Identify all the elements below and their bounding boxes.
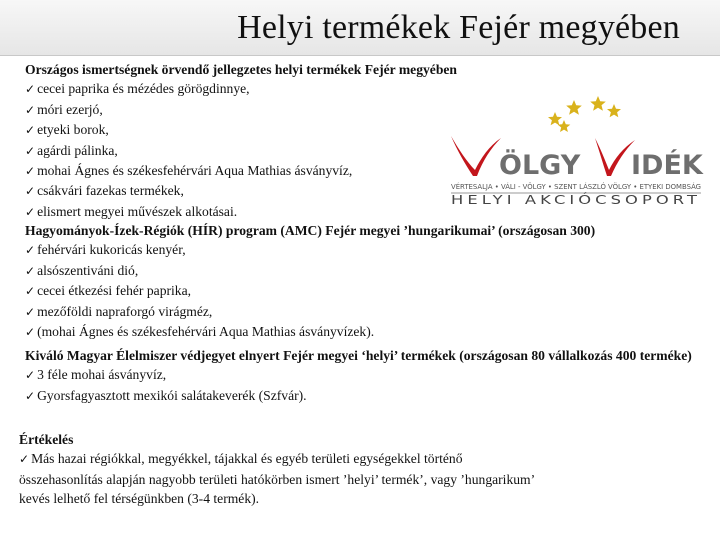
logo-name-right: IDÉK <box>631 150 703 181</box>
check-icon: ✓ <box>25 184 36 199</box>
star-icons <box>548 96 621 132</box>
check-icon: ✓ <box>25 164 36 179</box>
logo-name-left: ÖLGY <box>499 150 581 181</box>
section-local-products <box>25 60 457 222</box>
check-icon: ✓ <box>19 452 30 467</box>
list-item: ✓ agárdi pálinka, <box>25 142 118 158</box>
slide-title: Helyi termékek Fejér megyében <box>237 9 680 46</box>
check-icon: ✓ <box>25 325 36 340</box>
check-icon: ✓ <box>25 388 36 403</box>
check-icon: ✓ <box>25 304 36 319</box>
section-kme-brand <box>25 346 697 406</box>
check-icon: ✓ <box>25 82 36 97</box>
list-item: ✓ cecei paprika és mézédes görögdinnye, <box>25 81 250 97</box>
check-icon: ✓ <box>25 204 36 219</box>
list-item: ✓ alsószentiváni dió, <box>25 262 139 278</box>
evaluation-text: ✓ Más hazai régiókkal, megyékkel, tájakkal és egyéb területi egységekkel történő összehasonlítás alapján nagyobb területi hatókörben ismert ’helyi’ termék’, vagy ’hungarikum’ kevés lelhető fel térségünkben (3-4 termék). <box>19 451 535 507</box>
check-icon: ✓ <box>25 102 36 117</box>
section2-heading: Hagyományok-Ízek-Régiók (HÍR) program (AMC) Fejér megyei ’hungarikumai’ (országosan 300) <box>25 223 596 238</box>
check-icon: ✓ <box>25 263 36 278</box>
list-item: ✓ mohai Ágnes és székesfehérvári Aqua Mathias ásványvíz, <box>25 163 353 179</box>
list-item: ✓ etyeki borok, <box>25 122 109 138</box>
section-hir-program <box>25 221 705 342</box>
logo-tagline: VÉRTESALJA • VÁLI - VÖLGY • SZENT LÁSZLÓ VÖLGY • ETYEKI DOMBSÁG <box>451 182 701 191</box>
logo-subtitle: HELYI AKCIÓCSOPORT <box>451 193 636 204</box>
list-item: ✓ móri ezerjó, <box>25 101 103 117</box>
section-evaluation <box>19 430 549 509</box>
list-item: ✓ csákvári fazekas termékek, <box>25 183 184 199</box>
section4-heading: Értékelés <box>19 432 74 447</box>
list-item: ✓ 3 féle mohai ásványvíz, <box>25 367 167 383</box>
list-item: ✓ (mohai Ágnes és székesfehérvári Aqua Mathias ásványvízek). <box>25 324 375 340</box>
check-icon: ✓ <box>25 123 36 138</box>
section1-heading: Országos ismertségnek örvendő jellegzetes helyi termékek Fejér megyében <box>25 62 457 77</box>
volgyvidek-logo <box>445 92 707 204</box>
section3-heading: Kiváló Magyar Élelmiszer védjegyet elnyert Fejér megyei ‘helyi’ termékek (országosan 80 vállalkozás 400 terméke) <box>25 348 692 363</box>
list-item: ✓ fehérvári kukoricás kenyér, <box>25 242 186 258</box>
list-item: ✓ Gyorsfagyasztott mexikói salátakeverék (Szfvár). <box>25 387 307 403</box>
list-item: ✓ cecei étkezési fehér paprika, <box>25 283 192 299</box>
list-item: ✓ elismert megyei művészek alkotásai. <box>25 203 238 219</box>
check-icon: ✓ <box>25 368 36 383</box>
list-item: ✓ mezőföldi napraforgó virágméz, <box>25 303 213 319</box>
check-icon: ✓ <box>25 143 36 158</box>
check-icon: ✓ <box>25 243 36 258</box>
check-icon: ✓ <box>25 284 36 299</box>
